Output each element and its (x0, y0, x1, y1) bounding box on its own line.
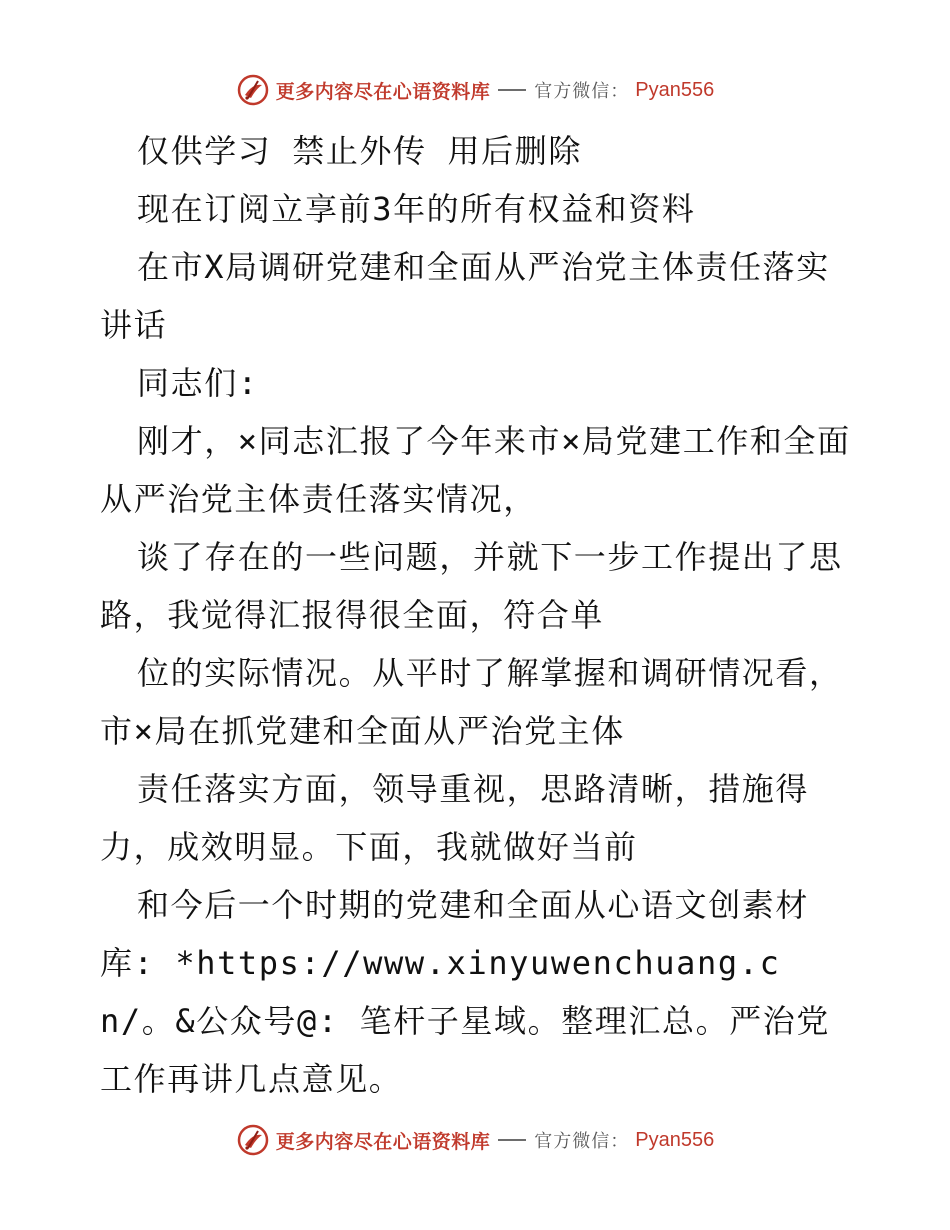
paragraph-3: 位的实际情况。从平时了解掌握和调研情况看，市×局在抓党建和全面从严治党主体 (100, 654, 843, 750)
header-banner (0, 70, 950, 110)
notice-line: 仅供学习 禁止外传 用后删除 (137, 132, 582, 170)
paragraph-5: 和今后一个时期的党建和全面从心语文创素材库: *https://www.xinyuwenchuang.cn/。&公众号@: 笔杆子星域。整理汇总。严治党工作再讲几点意见。 (100, 886, 830, 1098)
footer-wechat-label: 官方微信： (534, 1131, 630, 1152)
header-banner-inner (236, 73, 714, 107)
paragraph-2: 谈了存在的一些问题，并就下一步工作提出了思路，我觉得汇报得很全面，符合单 (100, 538, 843, 634)
header-wechat-label: 官方微信： (534, 81, 630, 102)
header-dash (498, 89, 526, 91)
brand-logo-icon (236, 1123, 270, 1157)
footer-brand-text: 更多内容尽在心语资料库 (275, 1130, 491, 1153)
speech-title: 在市X局调研党建和全面从严治党主体责任落实讲话 (100, 248, 830, 344)
document-body (100, 122, 852, 1108)
footer-banner-inner (236, 1123, 714, 1157)
footer-banner (0, 1120, 950, 1160)
paragraph-1: 刚才，×同志汇报了今年来市×局党建工作和全面从严治党主体责任落实情况， (100, 422, 851, 518)
paragraph-4: 责任落实方面，领导重视，思路清晰，措施得力，成效明显。下面，我就做好当前 (100, 770, 810, 866)
footer-wechat-id: Pyan556 (635, 1128, 715, 1151)
footer-dash (498, 1139, 526, 1141)
header-wechat-id: Pyan556 (635, 78, 715, 101)
subscribe-line: 现在订阅立享前3年的所有权益和资料 (137, 190, 696, 228)
salutation: 同志们: (137, 364, 259, 402)
brand-logo-icon (236, 73, 270, 107)
header-brand-text: 更多内容尽在心语资料库 (275, 80, 491, 103)
